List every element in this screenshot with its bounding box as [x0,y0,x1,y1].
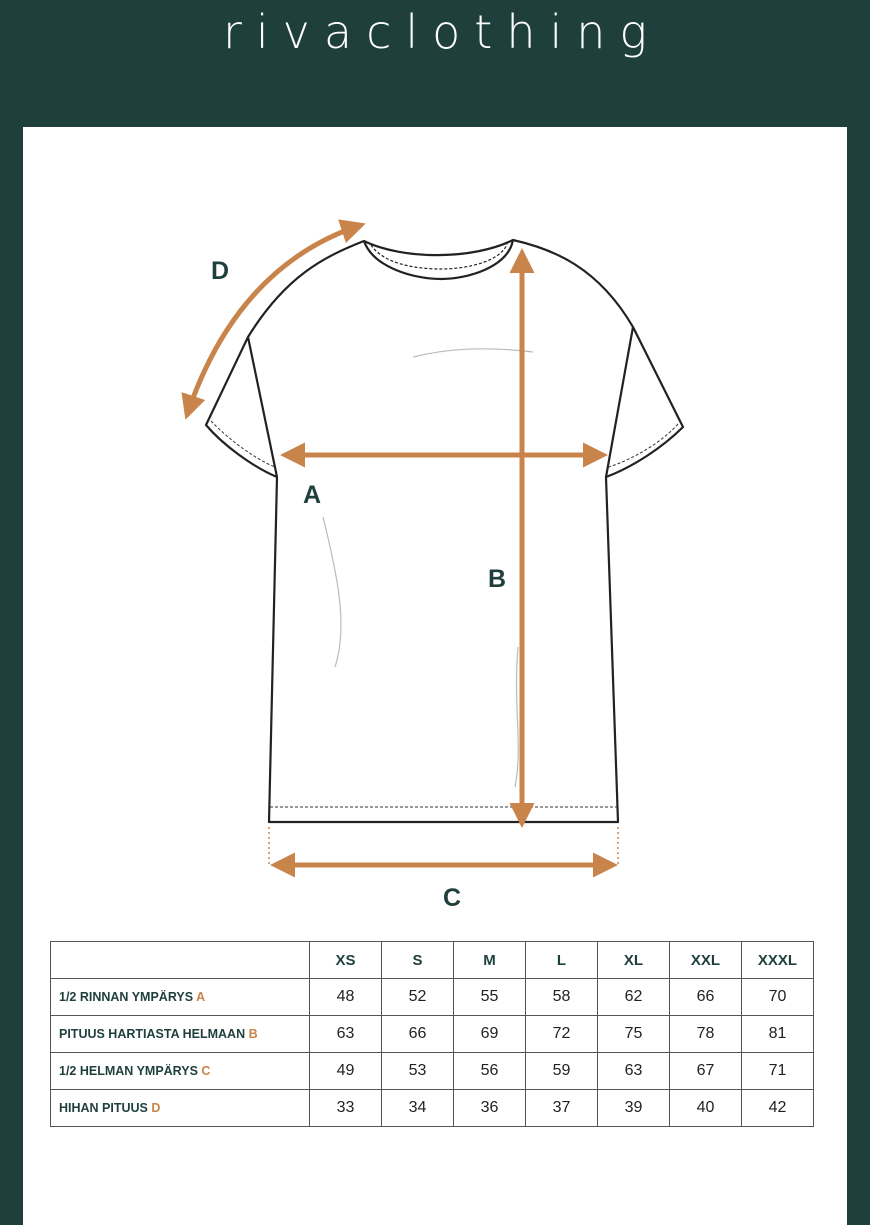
table-row [51,1090,814,1127]
table-cell: 59 [526,1053,598,1090]
table-cell: 56 [454,1053,526,1090]
size-header: S [382,942,454,979]
row-label: HIHAN PITUUS D [51,1090,310,1127]
size-header: XXL [670,942,742,979]
tshirt-diagram [23,127,847,927]
table-cell: 66 [670,979,742,1016]
table-cell: 58 [526,979,598,1016]
table-cell: 81 [742,1016,814,1053]
tshirt-outline [206,240,683,822]
label-c: C [443,884,462,912]
table-cell: 70 [742,979,814,1016]
table-cell: 63 [598,1053,670,1090]
table-row [51,979,814,1016]
table-cell: 72 [526,1016,598,1053]
row-label: PITUUS HARTIASTA HELMAAN B [51,1016,310,1053]
size-table [50,941,814,1127]
label-d: D [211,257,230,285]
table-cell: 33 [310,1090,382,1127]
table-cell: 42 [742,1090,814,1127]
size-header: M [454,942,526,979]
row-label: 1/2 HELMAN YMPÄRYS C [51,1053,310,1090]
table-row [51,1016,814,1053]
table-cell: 40 [670,1090,742,1127]
size-header: XXXL [742,942,814,979]
table-cell: 36 [454,1090,526,1127]
table-row [51,1053,814,1090]
table-cell: 63 [310,1016,382,1053]
table-cell: 71 [742,1053,814,1090]
label-b: B [488,565,507,593]
table-cell: 69 [454,1016,526,1053]
table-cell: 67 [670,1053,742,1090]
brand-logo: rivaclothing [222,5,662,59]
row-label: 1/2 RINNAN YMPÄRYS A [51,979,310,1016]
size-header: L [526,942,598,979]
table-cell: 78 [670,1016,742,1053]
label-a: A [303,481,322,509]
table-cell: 48 [310,979,382,1016]
size-header: XL [598,942,670,979]
table-cell: 66 [382,1016,454,1053]
table-cell: 34 [382,1090,454,1127]
table-cell: 62 [598,979,670,1016]
table-cell: 52 [382,979,454,1016]
table-cell: 37 [526,1090,598,1127]
table-cell: 55 [454,979,526,1016]
empty-header-cell [51,942,310,979]
size-guide-card [23,127,847,1225]
table-cell: 39 [598,1090,670,1127]
size-header: XS [310,942,382,979]
table-cell: 75 [598,1016,670,1053]
size-header-row [51,942,814,979]
table-cell: 49 [310,1053,382,1090]
table-cell: 53 [382,1053,454,1090]
